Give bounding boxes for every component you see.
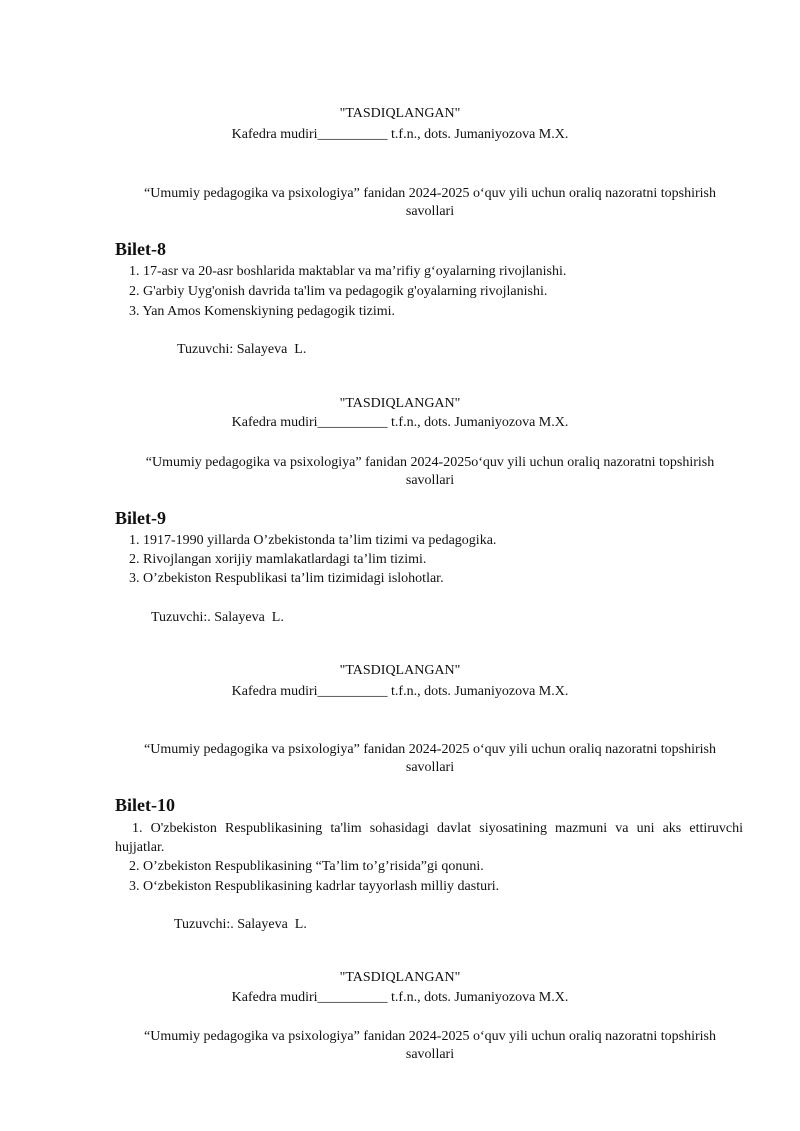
department-head-line: Kafedra mudiri__________ t.f.n., dots. Jumaniyozova M.X. (231, 684, 569, 699)
exam-title: “Umumiy pedagogika va psixologiya” fanidan 2024-2025 o‘quv yili uchun oraliq nazoratni topshirish savollari (144, 186, 716, 219)
question-item: 3. O‘zbekiston Respublikasining kadrlar tayyorlash milliy dasturi. (129, 879, 500, 894)
question-item: 2. G'arbiy Uyg'onish davrida ta'lim va pedagogik g'oyalarning rivojlanishi. (129, 284, 548, 299)
department-head-line: Kafedra mudiri__________ t.f.n., dots. Jumaniyozova M.X. (231, 990, 569, 1005)
department-head-line: Kafedra mudiri__________ t.f.n., dots. Jumaniyozova M.X. (231, 127, 569, 142)
approval-stamp: "TASDIQLANGAN" (339, 106, 461, 121)
approval-stamp: "TASDIQLANGAN" (339, 970, 461, 985)
approval-stamp: "TASDIQLANGAN" (339, 663, 461, 678)
question-item: 1. 17-asr va 20-asr boshlarida maktablar va ma’rifiy g‘oyalarning rivojlanishi. (129, 264, 567, 279)
exam-title: “Umumiy pedagogika va psixologiya” fanidan 2024-2025 o‘quv yili uchun oraliq nazoratni topshirish savollari (144, 1029, 716, 1062)
exam-title: “Umumiy pedagogika va psixologiya” fanidan 2024-2025 o‘quv yili uchun oraliq nazoratni topshirish savollari (144, 742, 716, 775)
approval-stamp: "TASDIQLANGAN" (339, 396, 461, 411)
ticket-heading: Bilet-9 (115, 508, 166, 528)
ticket-heading: Bilet-8 (115, 239, 166, 259)
author-line: Tuzuvchi:. Salayeva L. (174, 917, 307, 932)
question-item: 3. O’zbekiston Respublikasi ta’lim tizimidagi islohotlar. (129, 571, 444, 586)
department-head-line: Kafedra mudiri__________ t.f.n., dots. Jumaniyozova M.X. (231, 415, 569, 430)
ticket-heading: Bilet-10 (115, 795, 175, 815)
question-item: 1. 1917-1990 yillarda O’zbekistonda ta’lim tizimi va pedagogika. (129, 533, 497, 548)
question-item: 2. O’zbekiston Respublikasining “Ta’lim to’g’risida”gi qonuni. (129, 859, 484, 874)
exam-title: “Umumiy pedagogika va psixologiya” fanidan 2024-2025o‘quv yili uchun oraliq nazoratni topshirish savollari (145, 455, 715, 488)
question-item: 2. Rivojlangan xorijiy mamlakatlardagi ta’lim tizimi. (129, 552, 427, 567)
question-item: 1. O'zbekiston Respublikasining ta'lim sohasidagi davlat siyosatining mazmuni va uni aks ettiruvchi hujjatlar. (115, 821, 743, 855)
author-line: Tuzuvchi:. Salayeva L. (151, 610, 284, 625)
author-line: Tuzuvchi: Salayeva L. (177, 342, 307, 357)
question-item: 3. Yan Amos Komenskiyning pedagogik tizimi. (129, 304, 395, 319)
